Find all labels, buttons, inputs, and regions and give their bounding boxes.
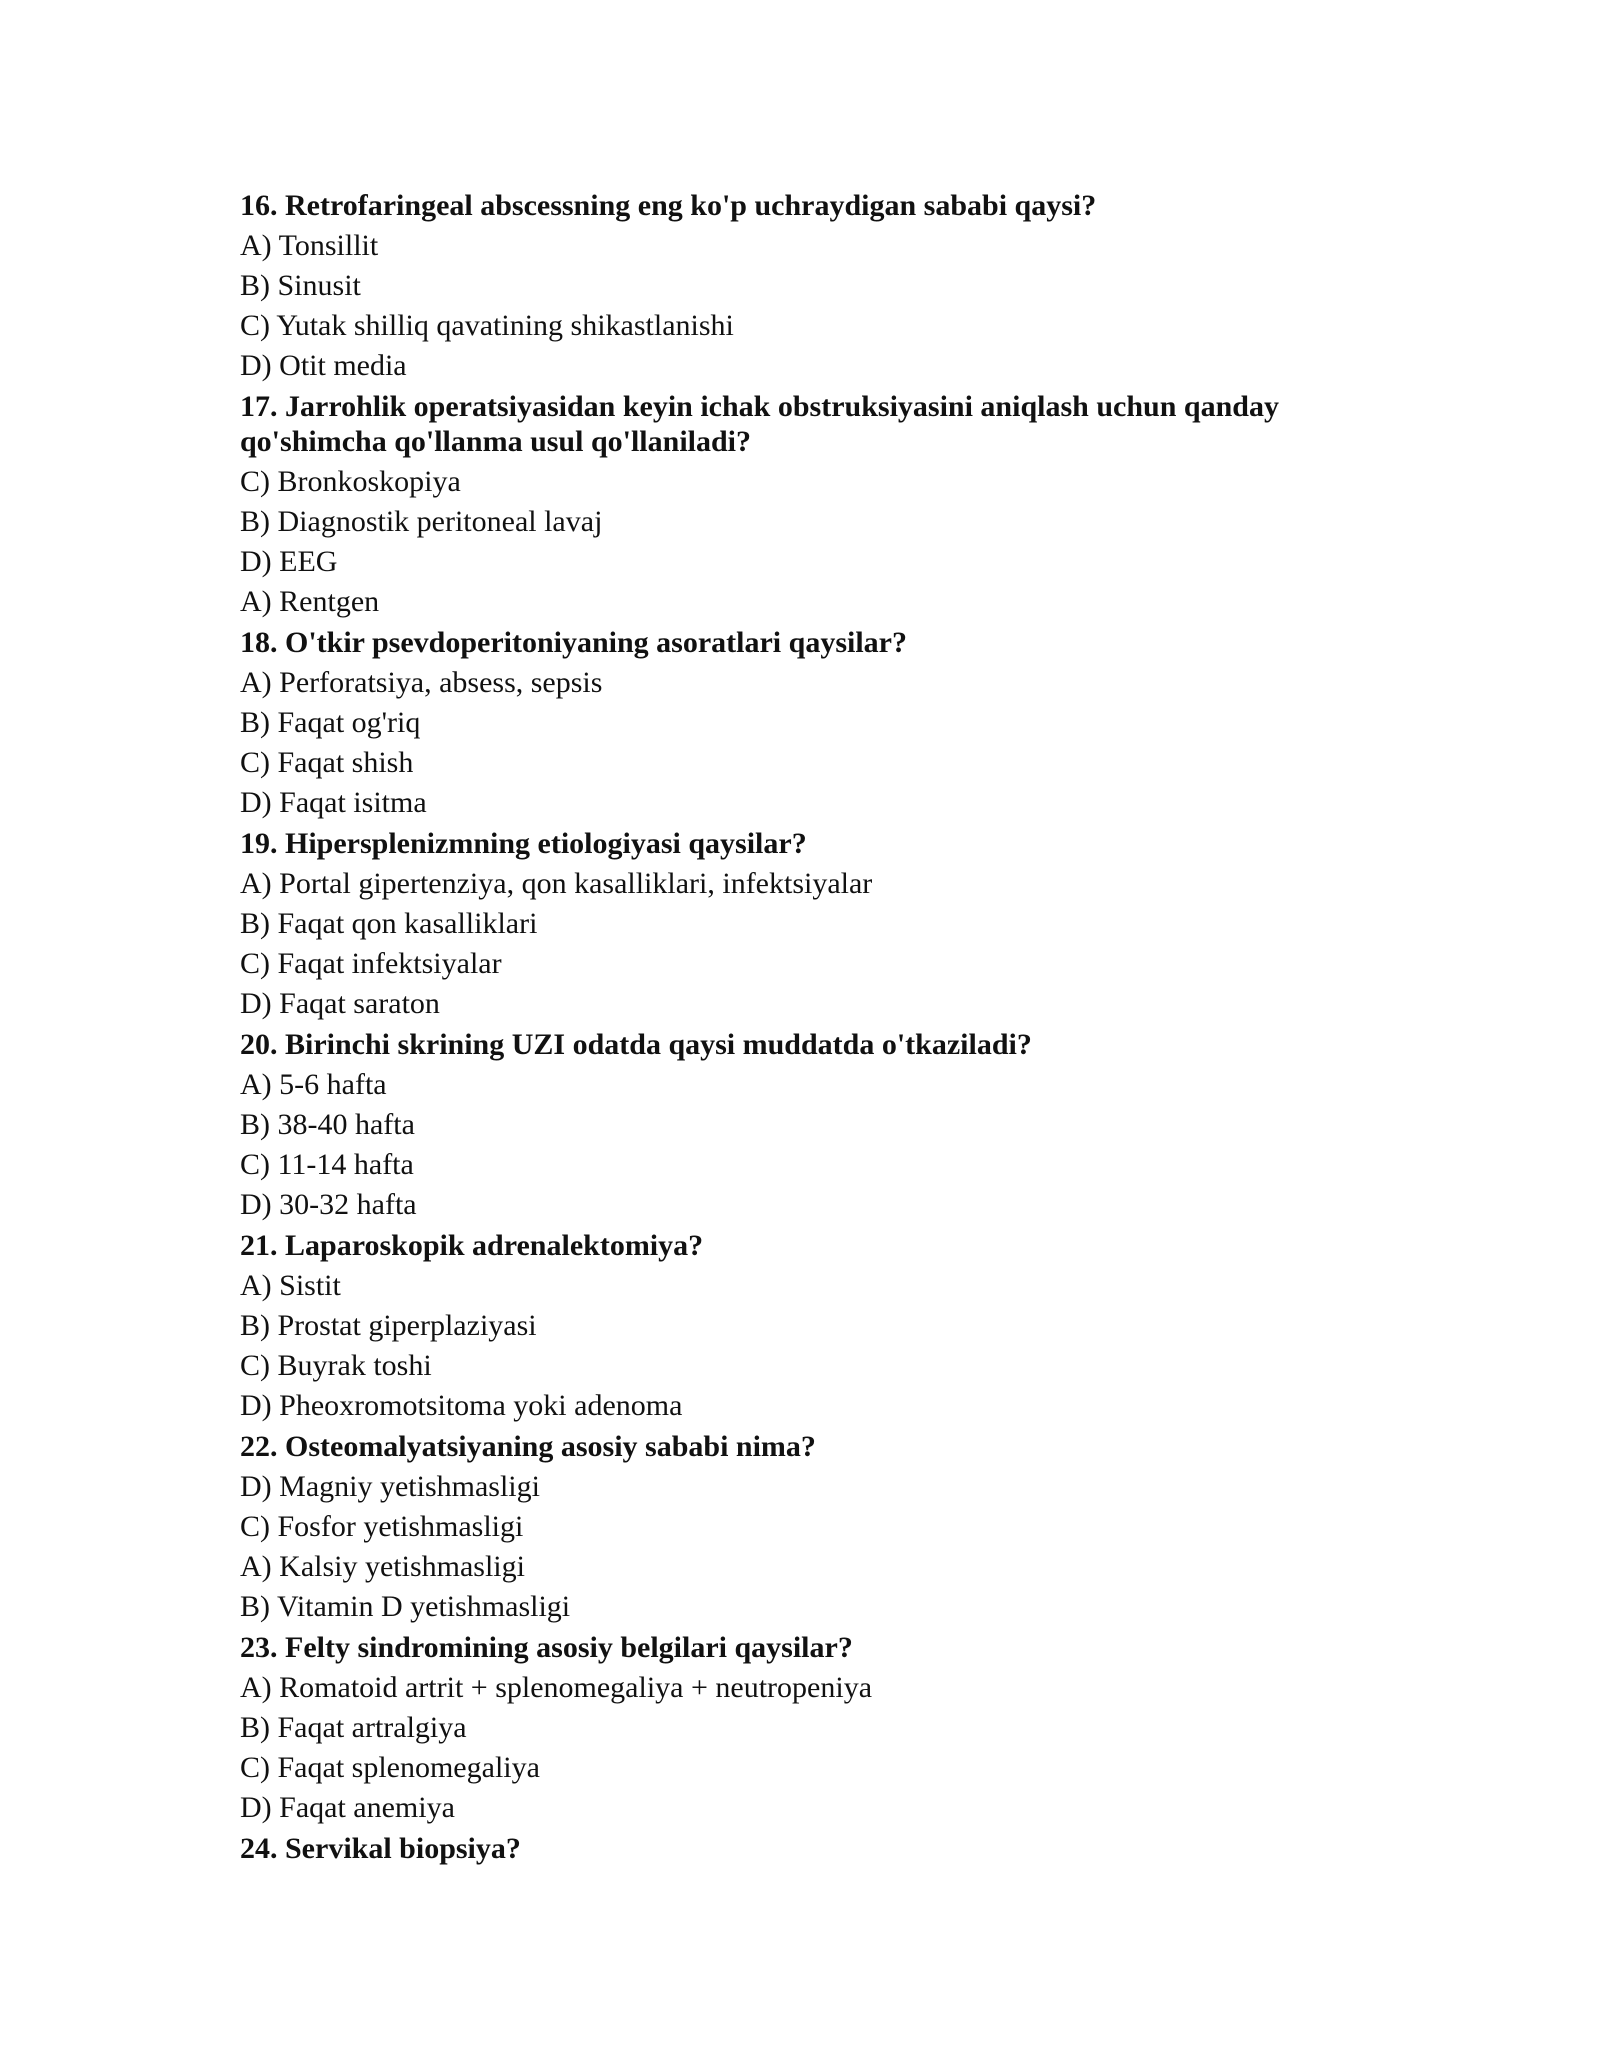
question-text: 24. Servikal biopsiya?: [240, 1832, 521, 1865]
question-list: [240, 185, 1380, 1869]
answer-option: C) Yutak shilliq qavatining shikastlanishi: [240, 309, 734, 342]
answer-option: B) Diagnostik peritoneal lavaj: [240, 505, 603, 538]
answer-option: D) Faqat saraton: [240, 987, 440, 1020]
question-block: [240, 1024, 1380, 1225]
question-block: [240, 1225, 1380, 1426]
answer-option: A) Rentgen: [240, 585, 380, 618]
question-text: 20. Birinchi skrining UZI odatda qaysi muddatda o'tkaziladi?: [240, 1028, 1032, 1061]
answer-option: C) Fosfor yetishmasligi: [240, 1510, 524, 1543]
question-block: [240, 1627, 1380, 1828]
answer-option: A) Sistit: [240, 1269, 341, 1302]
answer-option: B) Faqat qon kasalliklari: [240, 907, 538, 940]
question-text: 23. Felty sindromining asosiy belgilari qaysilar?: [240, 1631, 853, 1664]
answer-option: A) Tonsillit: [240, 229, 379, 262]
answer-option: B) Faqat og'riq: [240, 706, 421, 739]
question-block: [240, 823, 1380, 1024]
answer-option: D) Magniy yetishmasligi: [240, 1470, 540, 1503]
answer-option: A) Portal gipertenziya, qon kasalliklari, infektsiyalar: [240, 867, 873, 900]
answer-option: D) Pheoxromotsitoma yoki adenoma: [240, 1389, 683, 1422]
answer-option: A) Romatoid artrit + splenomegaliya + neutropeniya: [240, 1671, 873, 1704]
question-text: 19. Hipersplenizmning etiologiyasi qaysilar?: [240, 827, 807, 860]
question-text: 22. Osteomalyatsiyaning asosiy sababi nima?: [240, 1430, 816, 1463]
answer-option: B) Sinusit: [240, 269, 361, 302]
question-text: 21. Laparoskopik adrenalektomiya?: [240, 1229, 704, 1262]
question-block: [240, 185, 1380, 386]
answer-option: C) Faqat infektsiyalar: [240, 947, 502, 980]
answer-option: C) 11-14 hafta: [240, 1148, 414, 1181]
answer-option: C) Buyrak toshi: [240, 1349, 432, 1382]
answer-option: D) EEG: [240, 545, 338, 578]
answer-option: D) Faqat anemiya: [240, 1791, 455, 1824]
answer-option: C) Faqat splenomegaliya: [240, 1751, 540, 1784]
question-block: [240, 1426, 1380, 1627]
answer-option: B) Prostat giperplaziyasi: [240, 1309, 537, 1342]
answer-option: B) Faqat artralgiya: [240, 1711, 467, 1744]
question-block: [240, 622, 1380, 823]
answer-option: D) 30-32 hafta: [240, 1188, 417, 1221]
answer-option: D) Otit media: [240, 349, 407, 382]
answer-option: A) 5-6 hafta: [240, 1068, 387, 1101]
answer-option: D) Faqat isitma: [240, 786, 427, 819]
question-text: 18. O'tkir psevdoperitoniyaning asoratlari qaysilar?: [240, 626, 907, 659]
answer-option: C) Faqat shish: [240, 746, 414, 779]
answer-option: C) Bronkoskopiya: [240, 465, 461, 498]
question-text: 16. Retrofaringeal abscessning eng ko'p uchraydigan sababi qaysi?: [240, 189, 1097, 222]
answer-option: B) Vitamin D yetishmasligi: [240, 1590, 571, 1623]
answer-option: A) Kalsiy yetishmasligi: [240, 1550, 525, 1583]
answer-option: B) 38-40 hafta: [240, 1108, 415, 1141]
answer-option: A) Perforatsiya, absess, sepsis: [240, 666, 603, 699]
question-block: [240, 386, 1380, 622]
question-text: 17. Jarrohlik operatsiyasidan keyin ichak obstruksiyasini aniqlash uchun qanday qo'shimcha qo'llanma usul qo'llaniladi?: [240, 390, 1279, 458]
question-block: [240, 1828, 1380, 1869]
